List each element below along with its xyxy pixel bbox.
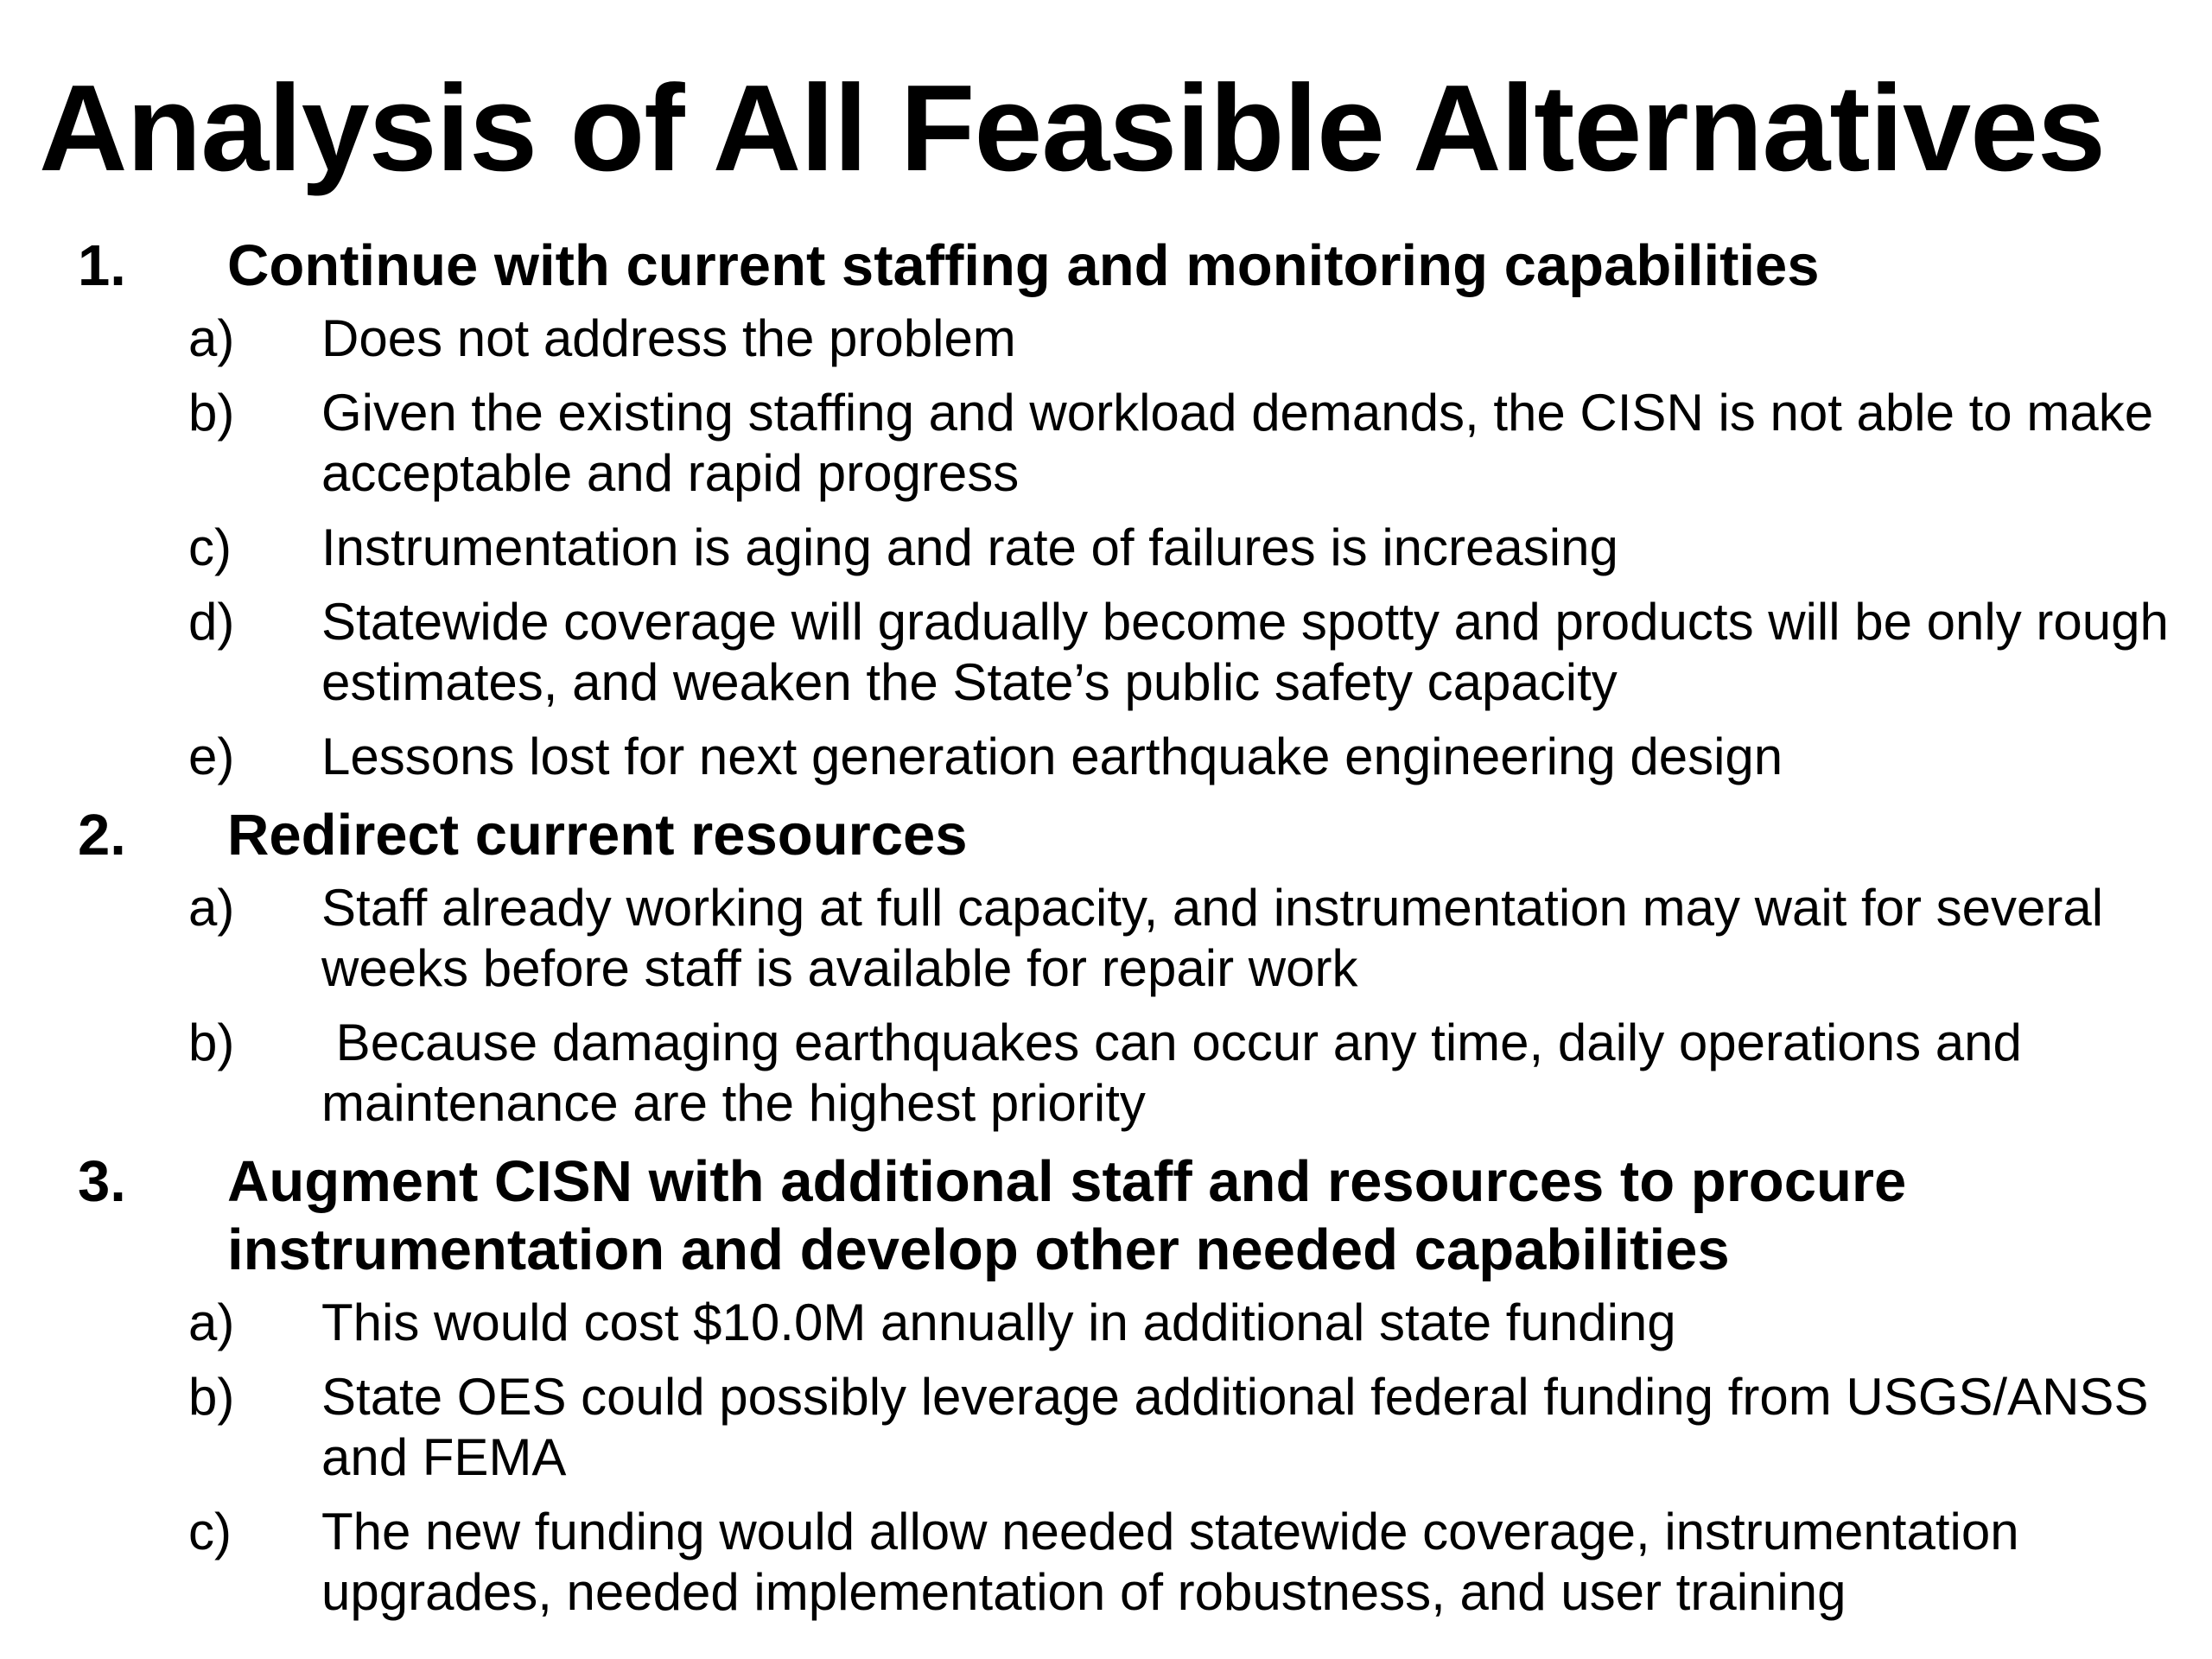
section-heading-text: Augment CISN with additional staff and resources to procure instrumentation and develop other needed capabilities [227,1149,1907,1282]
section-heading-text: Continue with current staffing and monitoring capabilities [227,233,1820,298]
item-marker: c) [188,518,232,576]
item-text: Given the existing staffing and workload demands, the CISN is not able to make acceptable and rapid progress [321,384,2154,502]
list-item [0,727,2171,787]
item-marker: b) [188,1014,235,1071]
list-item [0,1367,2171,1488]
list-item [0,383,2171,504]
alternative-section [0,801,2212,1134]
item-text: Staff already working at full capacity, and instrumentation may wait for several weeks before staff is available for repair work [321,879,2104,997]
item-text: This would cost $10.0M annually in additional state funding [321,1294,1676,1351]
item-marker: a) [188,309,235,367]
list-item [0,308,2171,369]
item-marker: e) [188,728,235,785]
section-heading [0,801,2128,869]
section-heading [0,1147,2128,1284]
list-item [0,878,2171,999]
alternative-section [0,232,2212,787]
item-marker: a) [188,879,235,937]
item-text: State OES could possibly leverage additional federal funding from USGS/ANSS and FEMA [321,1368,2149,1486]
item-text: Lessons lost for next generation earthquake engineering design [321,728,1783,785]
item-text: Instrumentation is aging and rate of failures is increasing [321,518,1618,576]
section-heading [0,232,2128,300]
item-marker: a) [188,1294,235,1351]
item-marker: d) [188,593,235,651]
section-number: 3. [78,1149,126,1214]
list-item [0,1013,2171,1134]
slide-title: Analysis of All Feasible Alternatives [39,60,2106,197]
item-marker: b) [188,384,235,442]
list-item [0,1502,2171,1623]
section-number: 1. [78,233,126,298]
item-text: Because damaging earthquakes can occur any time, daily operations and maintenance are the highest priority [321,1014,2037,1132]
alternative-section [0,1147,2212,1623]
list-item [0,1293,2171,1353]
item-text: The new funding would allow needed statewide coverage, instrumentation upgrades, needed implementation of robustness, and user training [321,1503,2019,1621]
item-text: Does not address the problem [321,309,1016,367]
list-item [0,518,2171,578]
section-heading-text: Redirect current resources [227,803,968,868]
item-marker: c) [188,1503,232,1560]
list-item [0,592,2171,713]
item-text: Statewide coverage will gradually become spotty and products will be only rough estimates, and weaken the State’s public safety capacity [321,593,2169,711]
alternatives-list [0,232,2212,1637]
section-number: 2. [78,803,126,868]
item-marker: b) [188,1368,235,1426]
